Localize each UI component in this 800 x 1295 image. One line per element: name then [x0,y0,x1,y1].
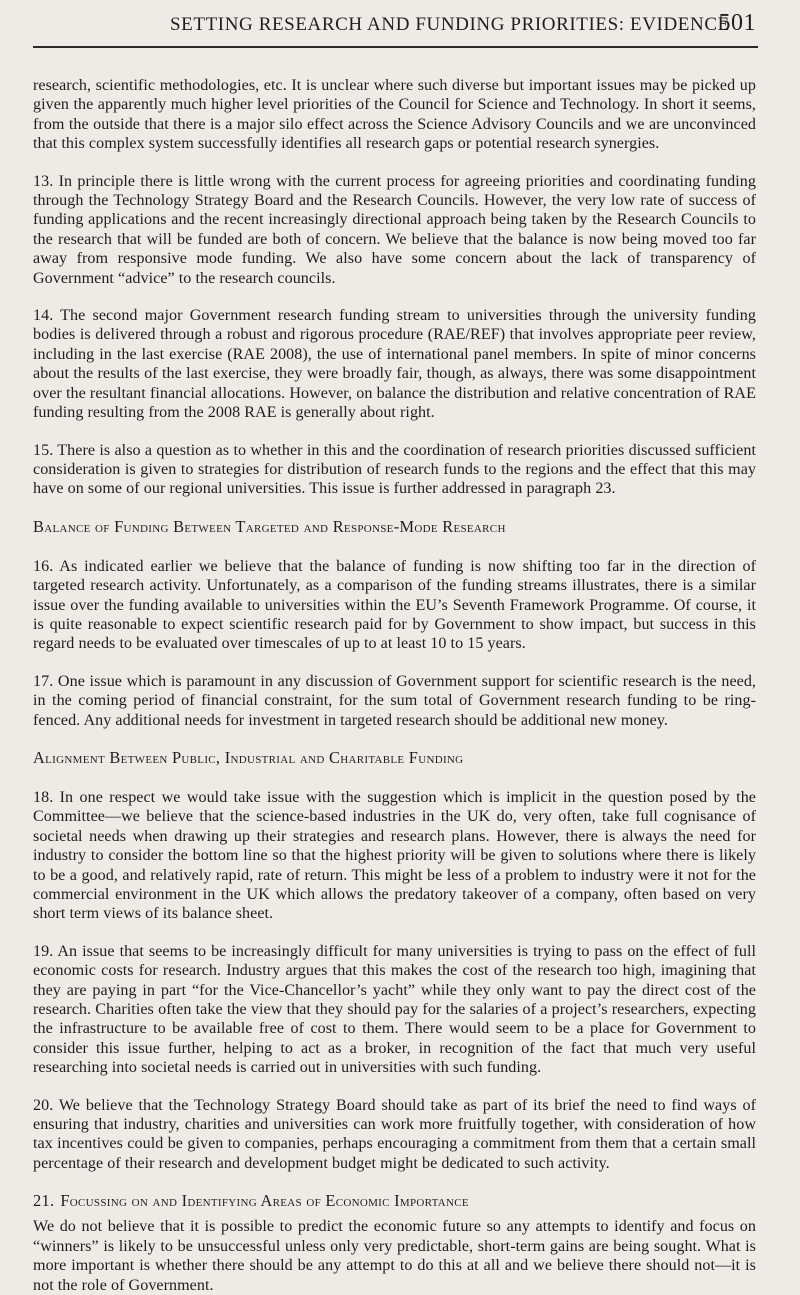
paragraph-19: 19. An issue that seems to be increasingly difficult for many universities is trying to pass on the effect of full economic costs for research. Industry argues that this makes the cost of the research too high, imagining that they are paying in part “for the Vice-Chancellor’s yacht” while they only want to pay the direct cost of the research. Charities often take the view that they should pay for the salaries of a project’s researchers, expecting the infrastructure to be available free of cost to them. There would seem to be a place for Government to consider this issue further, helping to act as a broker, in recognition of the fact that much very useful researching into societal needs is carried out in universities with such funding. [33,942,756,1077]
document-body [33,76,756,1295]
heading-number: 21. [33,1191,55,1211]
paragraph-13: 13. In principle there is little wrong with the current process for agreeing priorities and coordinating funding through the Technology Strategy Board and the Research Councils. However, the very low rate of success of funding applications and the recent increasingly directional approach being taken by the Research Councils to the research that will be funded are both of concern. We believe that the balance is now being moved too far away from responsive mode funding. We also have some concern about the lack of transparency of Government “advice” to the research councils. [33,172,756,287]
paragraph-16: 16. As indicated earlier we believe that the balance of funding is now shifting too far in the direction of targeted research activity. Unfortunately, as a comparison of the funding streams illustrates, there is a similar issue over the funding available to universities within the EU’s Seventh Framework Programme. Of course, it is quite reasonable to expect scientific research paid for by Government to show impact, but success in this regard needs to be evaluated over timescales of up to at least 10 to 15 years. [33,557,756,653]
paragraph-15: 15. There is also a question as to whether in this and the coordination of research priorities discussed sufficient consideration is given to strategies for distribution of research funds to the regions and the effect that this may have on some of our regional universities. This issue is further addressed in paragraph 23. [33,441,756,498]
paragraph-17: 17. One issue which is paramount in any discussion of Government support for scientific research is the need, in the coming period of financial constraint, for the sum total of Government research funding to be ring-fenced. Any additional needs for investment in targeted research should be additional new money. [33,672,756,729]
paragraph-12-continued: research, scientific methodologies, etc. It is unclear where such diverse but important issues may be picked up given the apparently much higher level priorities of the Council for Science and Technology. In short it seems, from the outside that there is a major silo effect across the Science Advisory Councils and we are unconvinced that this complex system successfully identifies all research gaps or potential research synergies. [33,77,756,153]
paragraph-18: 18. In one respect we would take issue with the suggestion which is implicit in the question posed by the Committee—we believe that the science-based industries in the UK do, very often, take full cognisance of societal needs when drawing up their strategies and research plans. However, there is always the need for industry to consider the bottom line so that the highest priority will be given to solutions where there is likely to be a good, and relatively rapid, rate of return. This might be less of a problem to industry were it not for the commercial environment in the UK which allows the predatory takeover of a company, often based on very short term views of its balance sheet. [33,788,756,923]
running-header [33,10,758,48]
section-heading-balance-of-funding: Balance of Funding Between Targeted and Response-Mode Research [33,516,506,536]
paragraph-14: 14. The second major Government research funding stream to universities through the university funding bodies is delivered through a robust and rigorous procedure (RAE/REF) that involves appropriate peer review, including in the last exercise (RAE 2008), the use of international panel members. In spite of minor concerns about the results of the last exercise, they were broadly fair, though, as always, there was some disappointment over the resultant financial allocations. However, on balance the distribution and relative concentration of RAE funding resulting from the 2008 RAE is generally about right. [33,307,756,422]
running-title: SETTING RESEARCH AND FUNDING PRIORITIES: EVIDENCE [170,14,730,35]
paragraph-20: 20. We believe that the Technology Strategy Board should take as part of its brief the need to find ways of ensuring that industry, charities and universities can work more fruitfully together, with consideration of how tax incentives could be given to companies, perhaps encouraging a commitment from them that a certain small percentage of their research and development budget might be dedicated to such activity. [33,1096,756,1172]
paragraph-21: We do not believe that it is possible to predict the economic future so any attempts to identify and focus on “winners” is likely to be unsuccessful unless only very predictable, short-term gains are being sought. What is more important is whether there should be any attempt to do this at all and we believe there should not—it is not the role of Government. [33,1218,756,1294]
section-heading-alignment: Alignment Between Public, Industrial and Charitable Funding [33,747,464,767]
page-number: 501 [718,10,756,36]
heading-text: Focussing on and Identifying Areas of Economic Importance [60,1191,469,1211]
section-heading-economic-importance [33,1191,756,1211]
